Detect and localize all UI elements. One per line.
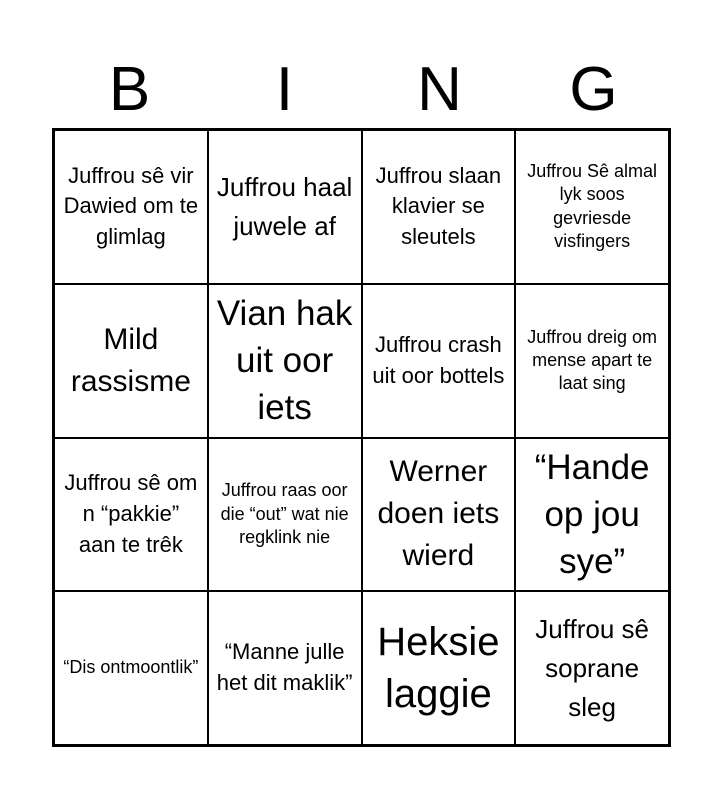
bingo-cell[interactable]: Juffrou sê vir Dawied om te glimlag xyxy=(54,130,208,284)
header-letter-n: N xyxy=(417,55,462,124)
bingo-header xyxy=(52,52,671,128)
bingo-grid xyxy=(52,128,671,747)
bingo-cell[interactable]: “Hande op jou sye” xyxy=(515,438,669,592)
bingo-cell[interactable]: Juffrou crash uit oor bottels xyxy=(362,284,516,438)
bingo-cell[interactable]: Juffrou sê soprane sleg xyxy=(515,591,669,745)
bingo-cell[interactable]: Mild rassisme xyxy=(54,284,208,438)
bingo-cell[interactable]: Juffrou sê om n “pakkie” aan te trêk xyxy=(54,438,208,592)
bingo-cell[interactable]: Werner doen iets wierd xyxy=(362,438,516,592)
header-letter-i: I xyxy=(275,55,294,124)
bingo-cell[interactable]: Vian hak uit oor iets xyxy=(208,284,362,438)
bingo-cell[interactable]: Juffrou Sê almal lyk soos gevriesde visfingers xyxy=(515,130,669,284)
bingo-cell[interactable]: Juffrou slaan klavier se sleutels xyxy=(362,130,516,284)
header-letter-g: G xyxy=(569,55,618,124)
header-letter-b: B xyxy=(108,55,151,124)
bingo-cell[interactable]: Juffrou raas oor die “out” wat nie regklink nie xyxy=(208,438,362,592)
bingo-cell[interactable]: “Manne julle het dit maklik” xyxy=(208,591,362,745)
bingo-cell[interactable]: Heksie laggie xyxy=(362,591,516,745)
bingo-cell[interactable]: Juffrou dreig om mense apart te laat sing xyxy=(515,284,669,438)
bingo-cell[interactable]: “Dis ontmoontlik” xyxy=(54,591,208,745)
bingo-cell[interactable]: Juffrou haal juwele af xyxy=(208,130,362,284)
